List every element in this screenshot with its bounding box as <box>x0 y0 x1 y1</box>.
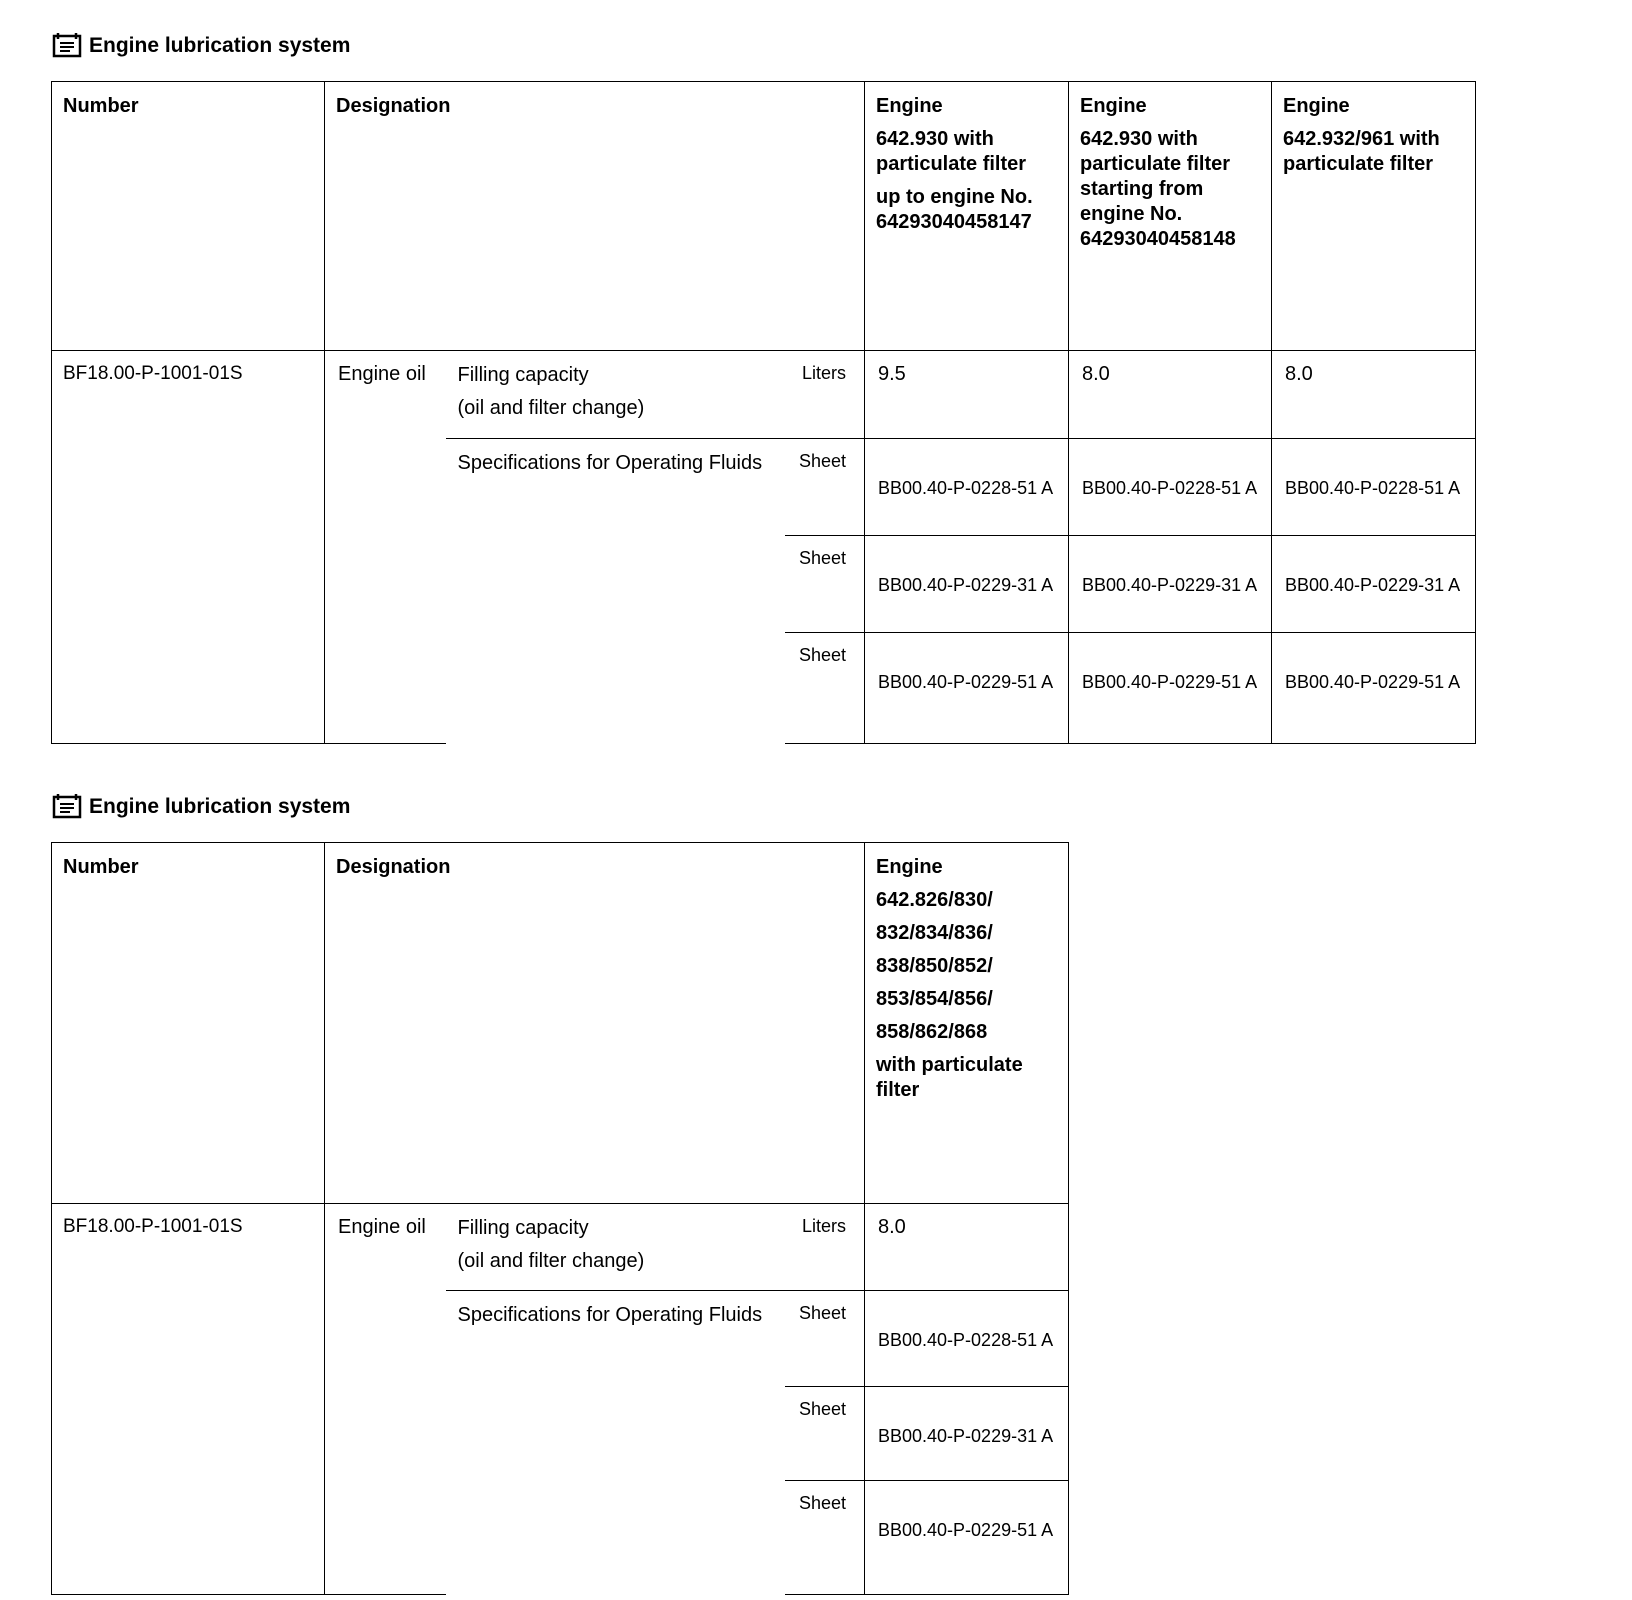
header-number: Number <box>52 843 325 1204</box>
sheet-3-value-2: BB00.40-P-0229-51 A <box>1069 633 1272 744</box>
table-header-row <box>52 82 1476 351</box>
table-row-filling <box>52 1204 1069 1291</box>
sheet-1-value-3: BB00.40-P-0228-51 A <box>1272 439 1476 536</box>
filling-unit: Liters <box>785 1204 865 1291</box>
filling-label: Filling capacity (oil and filter change) <box>446 351 785 439</box>
header-number: Number <box>52 82 325 351</box>
header-engine-1: Engine 642.930 with particulate filter up to engine No. 64293040458147 <box>865 82 1069 351</box>
filling-value-1: 9.5 <box>865 351 1069 439</box>
filling-label: Filling capacity (oil and filter change) <box>446 1204 785 1291</box>
sheet-2-value-1: BB00.40-P-0229-31 A <box>865 1387 1069 1481</box>
section-heading-1 <box>52 32 350 58</box>
header-designation: Designation <box>325 82 865 351</box>
row-number: BF18.00-P-1001-01S <box>52 1204 325 1595</box>
sheet-3-value-3: BB00.40-P-0229-51 A <box>1272 633 1476 744</box>
filling-value-1: 8.0 <box>865 1204 1069 1291</box>
sheet-unit-1: Sheet <box>785 439 865 536</box>
header-engine-1: Engine 642.826/830/ 832/834/836/ 838/850/852/ 853/854/856/ 858/862/868 with particulate filter <box>865 843 1069 1204</box>
row-designation: Engine oil <box>325 1204 446 1595</box>
section-heading-2 <box>52 793 350 819</box>
sheet-2-value-3: BB00.40-P-0229-31 A <box>1272 536 1476 633</box>
table-header-row <box>52 843 1069 1204</box>
lubrication-table-2 <box>51 842 1069 1595</box>
sheet-1-value-1: BB00.40-P-0228-51 A <box>865 1291 1069 1387</box>
lubrication-table-1 <box>51 81 1476 744</box>
row-designation: Engine oil <box>325 351 446 744</box>
notepad-icon <box>52 32 82 58</box>
sheet-2-value-2: BB00.40-P-0229-31 A <box>1069 536 1272 633</box>
filling-value-3: 8.0 <box>1272 351 1476 439</box>
row-number: BF18.00-P-1001-01S <box>52 351 325 744</box>
sheet-unit-3: Sheet <box>785 1481 865 1595</box>
header-engine-2: Engine 642.930 with particulate filter starting from engine No. 64293040458148 <box>1069 82 1272 351</box>
filling-unit: Liters <box>785 351 865 439</box>
sheet-3-value-1: BB00.40-P-0229-51 A <box>865 1481 1069 1595</box>
header-engine-3: Engine 642.932/961 with particulate filter <box>1272 82 1476 351</box>
sheet-3-value-1: BB00.40-P-0229-51 A <box>865 633 1069 744</box>
sheet-unit-2: Sheet <box>785 1387 865 1481</box>
section-heading-text: Engine lubrication system <box>89 794 351 818</box>
sheet-1-value-2: BB00.40-P-0228-51 A <box>1069 439 1272 536</box>
sheet-unit-2: Sheet <box>785 536 865 633</box>
spec-label: Specifications for Operating Fluids <box>446 1291 785 1595</box>
sheet-1-value-1: BB00.40-P-0228-51 A <box>865 439 1069 536</box>
notepad-icon <box>52 793 82 819</box>
section-heading-text: Engine lubrication system <box>89 33 351 57</box>
sheet-unit-3: Sheet <box>785 633 865 744</box>
header-designation: Designation <box>325 843 865 1204</box>
filling-value-2: 8.0 <box>1069 351 1272 439</box>
table-row-filling <box>52 351 1476 439</box>
sheet-2-value-1: BB00.40-P-0229-31 A <box>865 536 1069 633</box>
spec-label: Specifications for Operating Fluids <box>446 439 785 744</box>
sheet-unit-1: Sheet <box>785 1291 865 1387</box>
